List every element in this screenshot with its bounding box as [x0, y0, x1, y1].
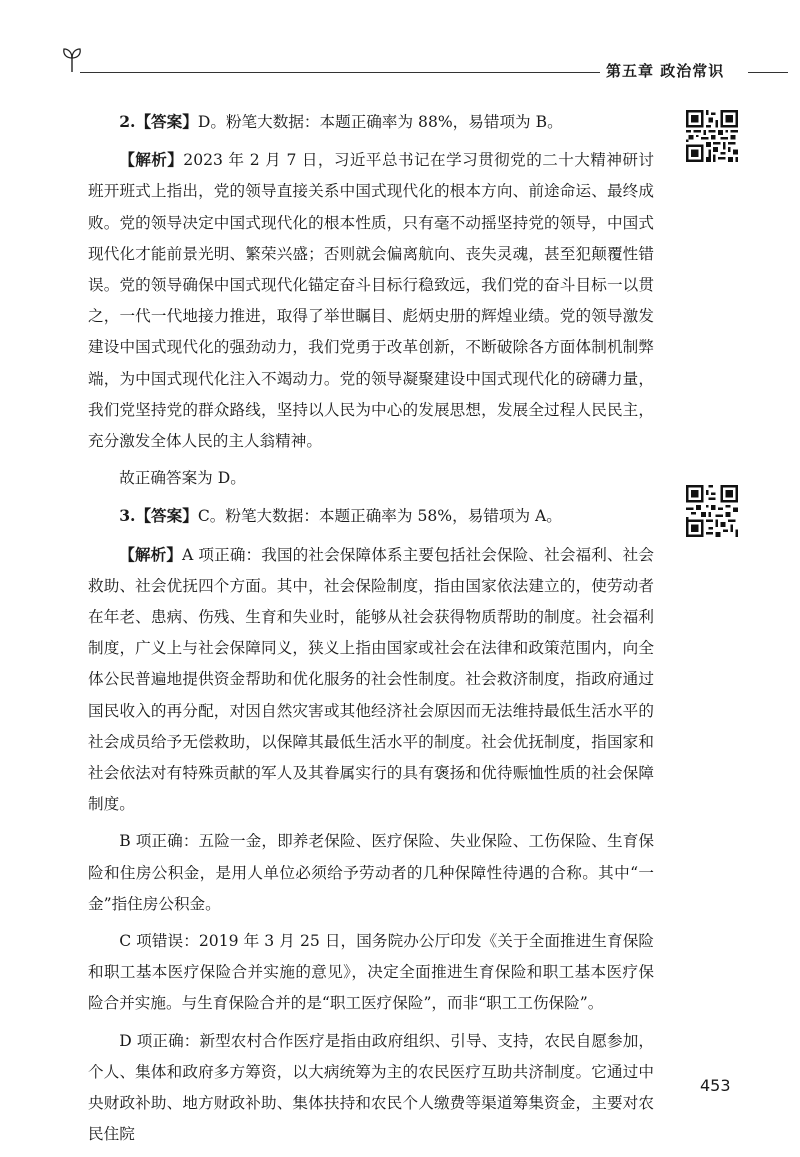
qr-code-icon [686, 110, 738, 162]
header-rule-left [80, 72, 600, 73]
conclusion-2 [88, 463, 654, 494]
answer-label: 3.【答案】 [119, 506, 198, 526]
option-c [88, 926, 654, 1020]
analysis-label: 【解析】 [119, 150, 184, 170]
option-d-text: D 项正确：新型农村合作医疗是指由政府组织、引导、支持，农民自愿参加，个人、集体和政府多方筹资，以大病统筹为主的农民医疗互助共济制度。它通过中央财政补助、地方财政补助、集体扶持和农民个人缴费等渠道筹集资金，主要对农民住院 [88, 1031, 654, 1144]
page-number: 453 [700, 1076, 731, 1095]
page-body [88, 106, 654, 1157]
analysis-text: A 项正确：我国的社会保障体系主要包括社会保险、社会福利、社会救助、社会优抚四个方面。其中，社会保险制度，指由国家依法建立的，使劳动者在年老、患病、伤残、生育和失业时，能够从社会获得物质帮助的制度。社会福利制度，广义上与社会保障同义，狭义上指由国家或社会在法律和政策范围内，向全体公民普遍地提供资金帮助和优化服务的社会性制度。社会救济制度，指政府通过国民收入的再分配，对因自然灾害或其他经济社会原因而无法维持最低生活水平的社会成员给予无偿救助，以保障其最低生活水平的制度。社会优抚制度，指国家和社会依法对有特殊贡献的军人及其眷属实行的具有褒扬和优待赈恤性质的社会保障制度。 [88, 545, 654, 814]
option-b-text: B 项正确：五险一金，即养老保险、医疗保险、失业保险、工伤保险、生育保险和住房公积金，是用人单位必须给予劳动者的几种保障性待遇的合称。其中“一金”指住房公积金。 [88, 832, 654, 913]
header-rule-right [748, 72, 788, 73]
answer-2 [88, 106, 654, 138]
page-header [0, 52, 800, 82]
answer-3 [88, 500, 654, 532]
conclusion-text: 故正确答案为 D。 [119, 469, 246, 488]
answer-text: C。粉笔大数据：本题正确率为 58%，易错项为 A。 [197, 507, 562, 526]
analysis-3 [88, 539, 654, 821]
chapter-title: 第五章 政治常识 [606, 62, 725, 80]
sprout-logo-icon [60, 46, 84, 74]
analysis-text: 2023 年 2 月 7 日，习近平总书记在学习贯彻党的二十大精神研讨班开班式上指出，党的领导直接关系中国式现代化的根本方向、前途命运、最终成败。党的领导决定中国式现代化的根本性质，只有毫不动摇坚持党的领导，中国式现代化才能前景光明、繁荣兴盛；否则就会偏离航向、丧失灵魂，甚至犯颠覆性错误。党的领导确保中国式现代化锚定奋斗目标行稳致远，我们党的奋斗目标一以贯之，一代一代地接力推进，取得了举世瞩目、彪炳史册的辉煌业绩。党的领导激发建设中国式现代化的强劲动力，我们党勇于改革创新，不断破除各方面体制机制弊端，为中国式现代化注入不竭动力。党的领导凝聚建设中国式现代化的磅礴力量，我们党坚持党的群众路线，坚持以人民为中心的发展思想，发展全过程人民民主，充分激发全体人民的主人翁精神。 [88, 151, 654, 451]
option-c-text: C 项错误：2019 年 3 月 25 日，国务院办公厅印发《关于全面推进生育保险和职工基本医疗保险合并实施的意见》，决定全面推进生育保险和职工基本医疗保险合并实施。与生育保险合并的是“职工医疗保险”，而非“职工工伤保险”。 [88, 932, 654, 1013]
answer-label: 2.【答案】 [119, 112, 198, 131]
analysis-2 [88, 144, 654, 457]
option-d [88, 1026, 654, 1151]
answer-text: D。粉笔大数据：本题正确率为 88%，易错项为 B。 [197, 113, 563, 131]
qr-code-icon [686, 485, 738, 537]
analysis-label: 【解析】 [119, 544, 183, 564]
option-b [88, 826, 654, 920]
